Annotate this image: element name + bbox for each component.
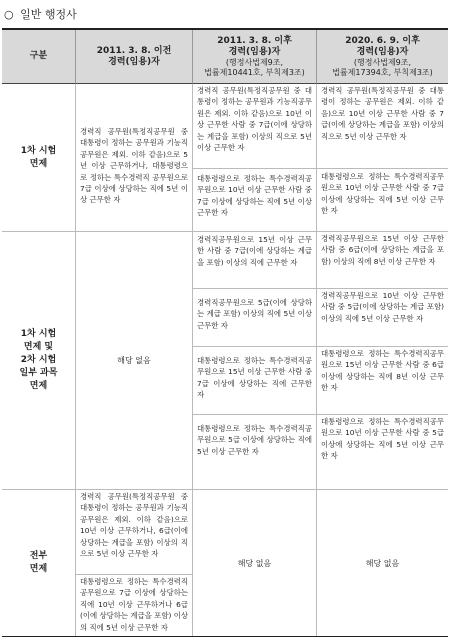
cell-r2-after-2011-b: 경력직공무원으로 5급(이에 상당하는 계급 포함) 이상의 직에 5년 이상 근무한 자 bbox=[193, 289, 317, 347]
cell-r1-after-2020-a: 경력직 공무원(특정직공무원 중 대통령이 정하는 공무원은 제외. 이하 같음)으로 10년 이상 근무한 사람 중 7급(이에 상당하는 계급을 포함) 이상의 직으로 5년 이상 근무한 자 bbox=[317, 84, 448, 169]
cell-r2-after-2011-c: 대통령령으로 정하는 특수경력직공무원으로 15년 이상 근무한 사람 중 7급 이상에 상당하는 직에 근무한 자 bbox=[193, 347, 317, 415]
cell-r2-before-2011: 해당 없음 bbox=[76, 232, 193, 490]
circle-bullet-icon: ○ bbox=[4, 8, 14, 21]
cell-r1-before-2011: 경력직 공무원(특정직공무원 중 대통령이 정하는 공무원과 기능직공무원은 제외. 이하 같음)으로 5년 이상 근무하거나, 대통령령으로 정하는 특수경력직 공무원으로 7급 이상에 상당하는 직에 5년 이상 근무한 자 bbox=[76, 84, 193, 232]
header-after-2011 bbox=[193, 30, 317, 84]
cell-r2-after-2020-d: 대통령령으로 정하는 특수경력직공무원으로 10년 이상 근무한 사람 중 5급 이상에 상당하는 직에 5년 이상 근무한 자 bbox=[317, 415, 448, 490]
header-before-2011-label: 2011. 3. 8. 이전 경력(임용)자 bbox=[96, 45, 172, 67]
row-label-partial-exempt: 1차 시험 면제 및 2차 시험 일부 과목 면제 bbox=[2, 232, 76, 490]
header-category bbox=[2, 30, 76, 84]
section-title: 일반 행정사 bbox=[20, 8, 77, 21]
row-label-full-exempt: 전부 면제 bbox=[2, 490, 76, 636]
header-category-label: 구분 bbox=[29, 51, 48, 61]
cell-r2-after-2011-d: 대통령령으로 정하는 특수경력직공무원으로 5급 이상에 상당하는 직에 5년 이상 근무한 자 bbox=[193, 415, 317, 490]
header-after-2011-sub: (행정사법제9조, 법률제10441호, 부칙제3조) bbox=[204, 57, 305, 77]
cell-r1-after-2020-b: 대통령령으로 정하는 특수경력직공무원으로 10년 이상 근무한 사람 중 7급 이상에 상당하는 직에 5년 이상 근무한 자 bbox=[317, 169, 448, 232]
cell-r2-after-2020-b: 경력직공무원으로 10년 이상 근무한 사람 중 5급(이에 상당하는 계급 포함) 이상의 직에 5년 이상 근무한 자 bbox=[317, 289, 448, 347]
row-label-first-exam-exempt: 1차 시험 면제 bbox=[2, 84, 76, 232]
cell-r2-after-2020-a: 경력직공무원으로 15년 이상 근무한 사람 중 6급(이에 상당하는 계급을 포함) 이상의 직에 8년 이상 근무한 자 bbox=[317, 232, 448, 289]
header-after-2020-sub: (행정사법제9조, 법률제17394호, 부칙제3조) bbox=[332, 57, 433, 77]
section-heading bbox=[4, 6, 77, 22]
exemption-table bbox=[2, 28, 448, 637]
cell-r3-after-2020: 해당 없음 bbox=[365, 558, 400, 568]
header-after-2020 bbox=[317, 30, 448, 84]
header-after-2020-label: 2020. 6. 9. 이후 경력(임용)자 bbox=[345, 35, 420, 57]
cell-r3-before-2011-b: 대통령령으로 정하는 특수경력직공무원으로 7급 이상에 상당하는 직에 10년 이상 근무하거나 6급(이에 상당하는 계급을 포함) 이상의 직에 5년 이상 근무한 자 bbox=[76, 575, 193, 636]
cell-r2-after-2011-a: 경력직공무원으로 15년 이상 근무한 사람 중 7급(이에 상당하는 계급을 포함) 이상의 직에 근무한 자 bbox=[193, 232, 317, 289]
cell-r3-after-2011: 해당 없음 bbox=[193, 490, 317, 636]
cell-r1-after-2011-a: 경력직 공무원(특정직공무원 중 대통령이 정하는 공무원과 기능직공무원은 제외. 이하 같음)으로 10년 이상 근무한 사람 중 7급(이에 상당하는 계급을 포함) 이상의 직으로 5년 이상 근무한 자 bbox=[193, 84, 317, 169]
header-before-2011 bbox=[76, 30, 193, 84]
cell-r1-after-2011-b: 대통령령으로 정하는 특수경력직공무원으로 10년 이상 근무한 사람 중 7급 이상에 상당하는 직에 5년 이상 근무한 자 bbox=[193, 169, 317, 232]
header-after-2011-label: 2011. 3. 8. 이후 경력(임용)자 bbox=[217, 35, 292, 57]
cell-r2-after-2020-c: 대통령령으로 정하는 특수경력직공무원으로 15년 이상 근무한 사람 중 6급 이상에 상당하는 직에 8년 이상 근무한 자 bbox=[317, 347, 448, 415]
cell-r3-before-2011-a: 경력직 공무원(특정직공무원 중 대통령이 정하는 공무원과 기능직 공무원은 제외. 이하 같음)으로 10년 이상 근무하거나, 6급(이에 상당하는 계급을 포함) 이상의 직으로 5년 이상 근무한 자 bbox=[76, 490, 193, 575]
